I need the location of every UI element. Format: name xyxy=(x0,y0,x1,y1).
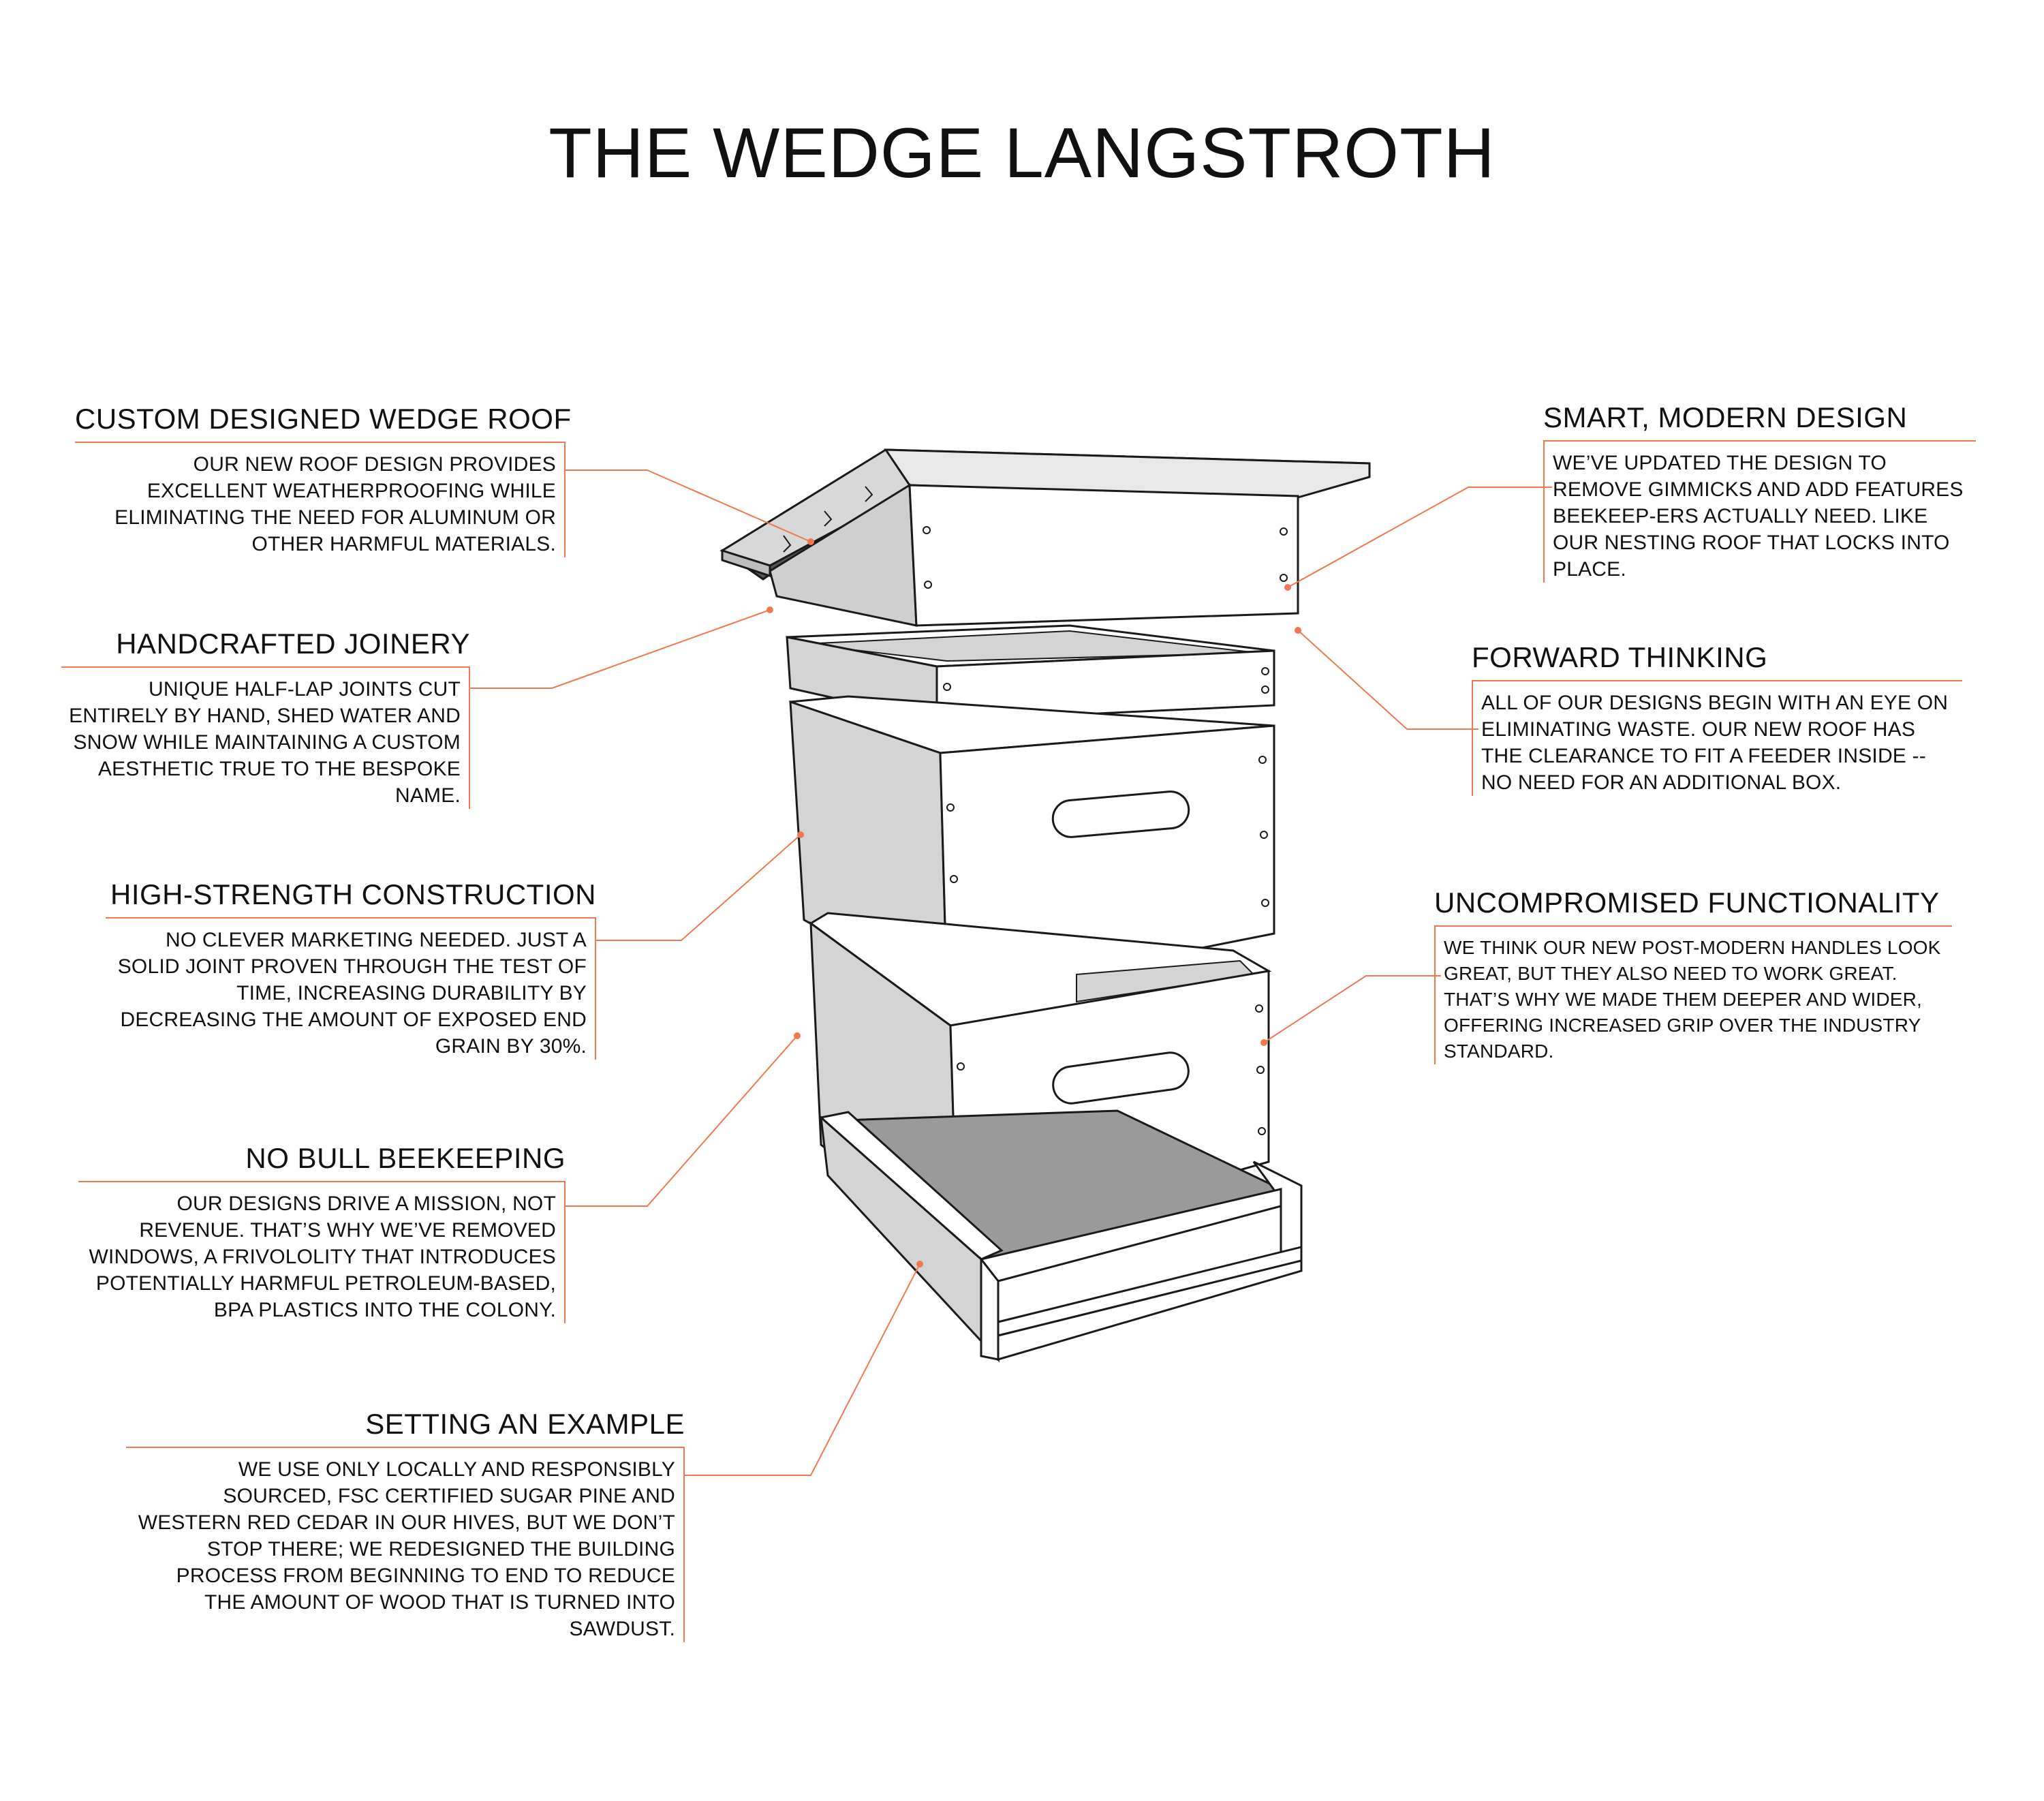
callout-joinery xyxy=(61,627,470,809)
roof-front-panel xyxy=(910,485,1298,626)
callout-heading: UNCOMPROMISED FUNCTIONALITY xyxy=(1434,887,1940,919)
callout-heading: SMART, MODERN DESIGN xyxy=(1543,401,1908,433)
leader-joinery xyxy=(470,610,770,688)
callout-body: NO CLEVER MARKETING NEEDED. JUST A SOLID JOINT PROVEN THROUGH THE TEST OF TIME, INCREASING DURABILITY BY DECREASING THE AMOUNT OF EXPOSED END GRAIN BY 30%. xyxy=(106,919,596,1060)
leader-dot xyxy=(1295,627,1301,634)
leader-nobull xyxy=(566,1036,797,1206)
callout-heading: SETTING AN EXAMPLE xyxy=(365,1408,685,1440)
leader-strength xyxy=(596,835,801,940)
callout-functionality xyxy=(1434,886,1952,1064)
leader-forward xyxy=(1298,630,1478,729)
callout-body: UNIQUE HALF-LAP JOINTS CUT ENTIRELY BY HAND, SHED WATER AND SNOW WHILE MAINTAINING A CUSTOM AESTHETIC TRUE TO THE BESPOKE NAME. xyxy=(61,668,470,809)
callout-forward xyxy=(1472,641,1962,796)
callout-strength xyxy=(106,878,596,1060)
leader-dot xyxy=(1260,1039,1267,1046)
callout-body: WE’VE UPDATED THE DESIGN TO REMOVE GIMMICKS AND ADD FEATURES BEEKEEP-ERS ACTUALLY NEED. LIKE OUR NESTING ROOF THAT LOCKS INTO PLACE. xyxy=(1543,442,1976,583)
leader-smart xyxy=(1288,487,1552,587)
callout-heading: CUSTOM DESIGNED WEDGE ROOF xyxy=(75,403,572,435)
callout-heading: NO BULL BEEKEEPING xyxy=(245,1142,566,1174)
leader-dot xyxy=(766,606,773,613)
callout-example xyxy=(126,1407,685,1642)
callout-heading: HANDCRAFTED JOINERY xyxy=(116,628,470,660)
callout-body: WE THINK OUR NEW POST-MODERN HANDLES LOOK GREAT, BUT THEY ALSO NEED TO WORK GREAT. THAT’S WHY WE MADE THEM DEEPER AND WIDER, OFFERING INCREASED GRIP OVER THE INDUSTRY STANDARD. xyxy=(1434,927,1952,1064)
leader-dot xyxy=(807,538,814,545)
roof-part xyxy=(722,450,1369,626)
callout-smart xyxy=(1543,401,1976,583)
leader-example xyxy=(685,1264,920,1475)
callout-heading: HIGH-STRENGTH CONSTRUCTION xyxy=(110,878,596,910)
leader-functionality xyxy=(1264,976,1441,1043)
callout-body: WE USE ONLY LOCALLY AND RESPONSIBLY SOURCED, FSC CERTIFIED SUGAR PINE AND WESTERN RED CEDAR IN OUR HIVES, BUT WE DON’T STOP THERE; WE REDESIGNED THE BUILDING PROCESS FROM BEGINNING TO END TO REDUCE THE AMOUNT OF WOOD THAT IS TURNED INTO SAWDUST. xyxy=(126,1448,685,1642)
callout-roof xyxy=(75,402,572,557)
leader-dot xyxy=(916,1261,923,1267)
leader-dot xyxy=(794,1032,801,1039)
callout-body: ALL OF OUR DESIGNS BEGIN WITH AN EYE ON ELIMINATING WASTE. OUR NEW ROOF HAS THE CLEARANCE TO FIT A FEEDER INSIDE -- NO NEED FOR AN ADDITIONAL BOX. xyxy=(1472,681,1962,796)
leader-dot xyxy=(1284,584,1291,591)
page-title: THE WEDGE LANGSTROTH xyxy=(548,114,1496,193)
callout-nobull xyxy=(78,1141,566,1323)
leader-dot xyxy=(797,831,804,838)
callout-body: OUR DESIGNS DRIVE A MISSION, NOT REVENUE. THAT’S WHY WE’VE REMOVED WINDOWS, A FRIVOLOLITY THAT INTRODUCES POTENTIALLY HARMFUL PETROLEUM-BASED, BPA PLASTICS INTO THE COLONY. xyxy=(78,1182,566,1323)
callout-body: OUR NEW ROOF DESIGN PROVIDES EXCELLENT WEATHERPROOFING WHILE ELIMINATING THE NEED FOR ALUMINUM OR OTHER HARMFUL MATERIALS. xyxy=(75,443,566,557)
callout-heading: FORWARD THINKING xyxy=(1472,641,1768,673)
